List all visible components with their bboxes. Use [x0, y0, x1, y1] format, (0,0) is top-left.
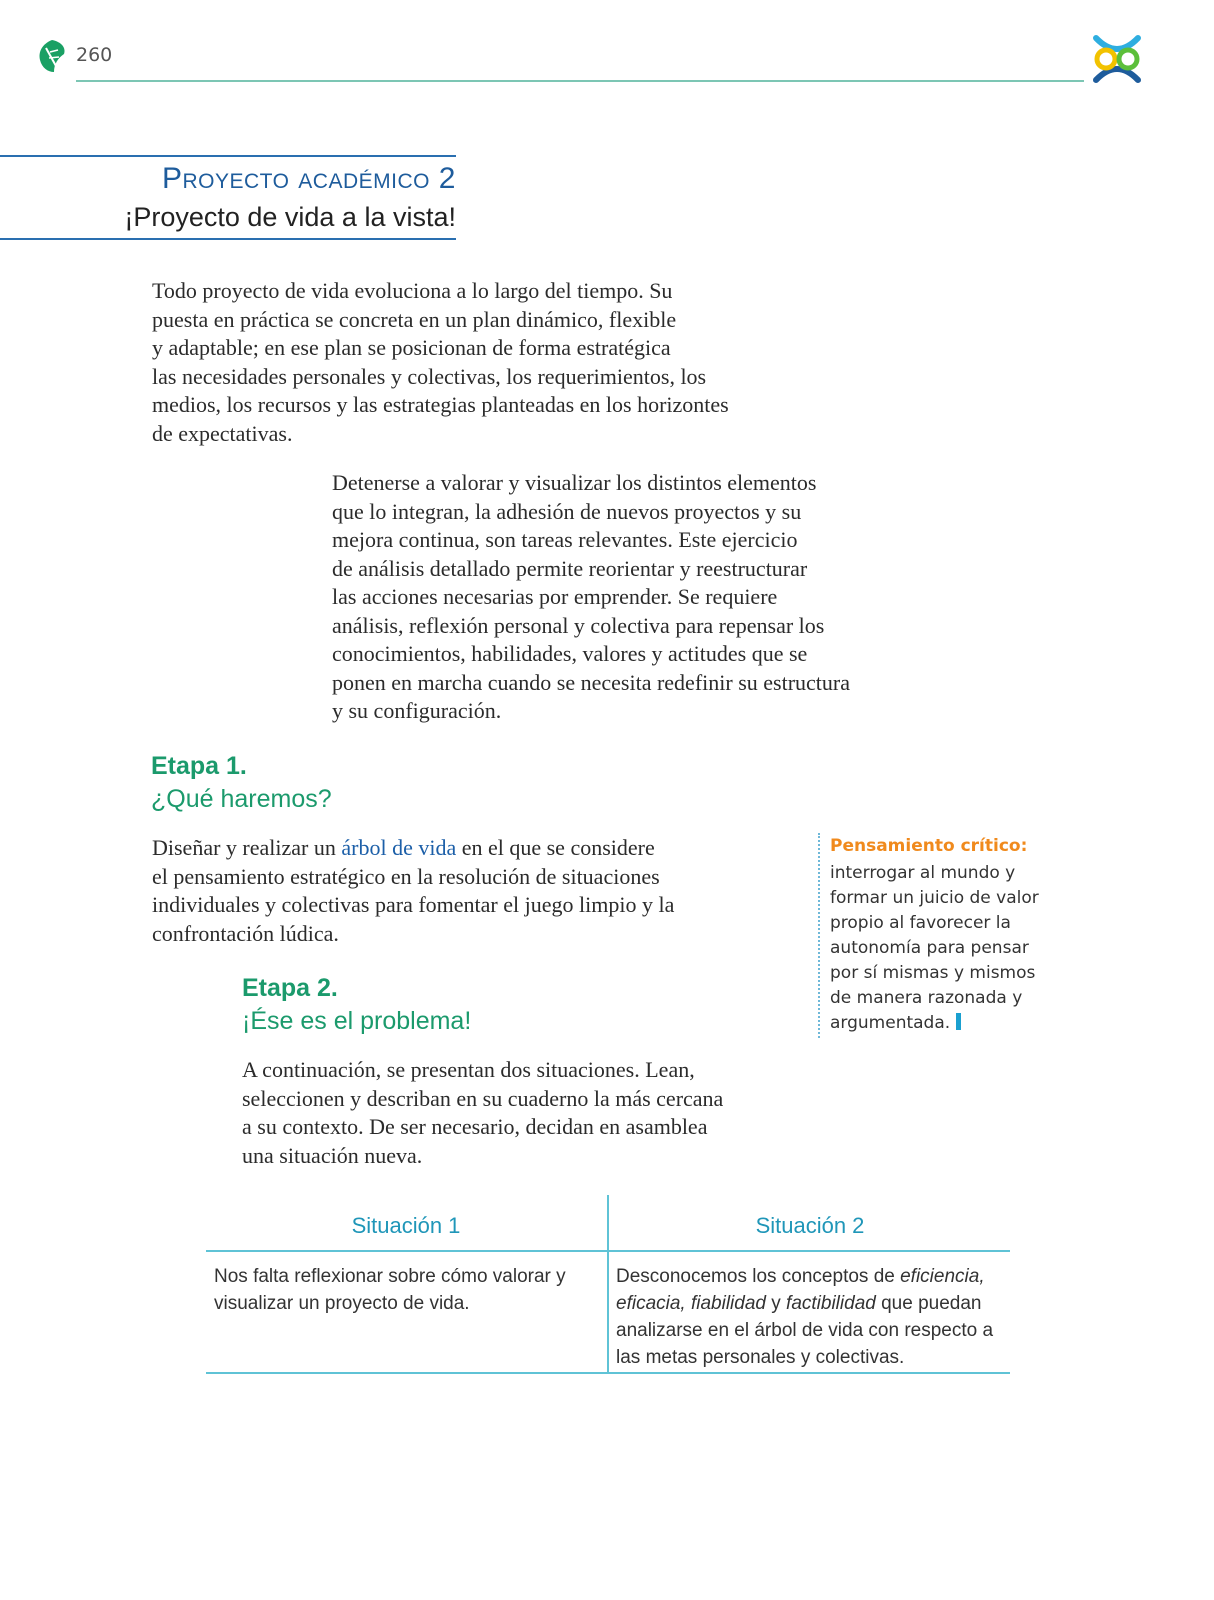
- stage-1-text-end: en el que se considere el pensamiento estratégico en la resolución de situaciones individuales y colectivas para fomentar el juego limpio y la confrontación lúdica.: [152, 835, 675, 946]
- page-title: ¡Proyecto de vida a la vista!: [124, 202, 456, 232]
- sidebar-definition: interrogar al mundo y formar un juicio de valor propio al favorecer la autonomía para pensar por sí mismas y mismos de manera razonada y argumentada.: [830, 863, 1039, 1033]
- stage-2-subtitle: ¡Ése es el problema!: [242, 1007, 472, 1035]
- cell-2-text-c: y: [765, 1293, 787, 1314]
- cell-2-term-a: eficiencia, eficacia, fiabilidad: [616, 1266, 985, 1314]
- sidebar-title: Pensamiento crítico:: [830, 836, 1028, 856]
- situations-table: [206, 1195, 1010, 1375]
- stage-2-paragraph: A continuación, se presentan dos situaciones. Lean, seleccionen y describan en su cuaderno la más cercana a su contexto. De ser necesario, decidan en asamblea una situación nueva.: [242, 1057, 724, 1168]
- cell-2-text-a: Desconocemos los conceptos de: [616, 1266, 901, 1287]
- leaf-icon: [36, 38, 68, 74]
- project-label: Proyecto académico 2: [161, 162, 456, 195]
- stage-2-label: Etapa 2.: [242, 974, 338, 1002]
- end-marker-icon: [956, 1013, 961, 1030]
- table-header-situacion-1: Situación 1: [351, 1213, 461, 1238]
- arbol-de-vida-link[interactable]: árbol de vida: [341, 835, 457, 860]
- stage-1-subtitle: ¿Qué haremos?: [151, 785, 332, 813]
- intro-paragraph: Todo proyecto de vida evoluciona a lo largo del tiempo. Su puesta en práctica se concreta en un plan dinámico, flexible y adaptable; en ese plan se posicionan de forma estratégica las necesidades personales y colectivas, los requerimientos, los medios, los recursos y las estrategias planteadas en los horizontes de expectativas.: [152, 278, 729, 446]
- table-header-rule: [206, 1250, 1010, 1252]
- community-logo-icon: [1088, 30, 1146, 88]
- table-header-situacion-2: Situación 2: [755, 1213, 865, 1238]
- sidebar-text: [830, 861, 1070, 1036]
- title-bottom-rule: [0, 238, 456, 240]
- table-column-divider: [607, 1195, 609, 1373]
- cell-2-term-d: factibilidad: [786, 1293, 876, 1314]
- title-top-rule: [0, 155, 456, 157]
- header-divider: [76, 80, 1084, 82]
- page-number: 260: [76, 44, 113, 66]
- table-cell-situacion-1: Nos falta reflexionar sobre cómo valorar y visualizar un proyecto de vida.: [214, 1266, 566, 1314]
- detail-paragraph: Detenerse a valorar y visualizar los distintos elementos que lo integran, la adhesión de nuevos proyectos y su mejora continua, son tareas relevantes. Este ejercicio de análisis detallado permite reorientar y reestructurar las acciones necesarias por emprender. Se requiere análisis, reflexión personal y colectiva para repensar los conocimientos, habilidades, valores y actitudes que se ponen en marcha cuando se necesita redefinir su estructura y su configuración.: [332, 470, 850, 723]
- stage-1-label: Etapa 1.: [151, 752, 247, 780]
- table-bottom-rule: [206, 1372, 1010, 1374]
- sidebar-dotted-rule: [818, 833, 820, 1038]
- cell-2-text-e: que puedan analizarse en el árbol de vida con respecto a las metas personales y colectivas.: [616, 1293, 994, 1368]
- stage-1-paragraph: [152, 834, 732, 948]
- stage-1-text-start: Diseñar y realizar un: [152, 835, 342, 860]
- table-cell-situacion-2: [616, 1263, 1006, 1371]
